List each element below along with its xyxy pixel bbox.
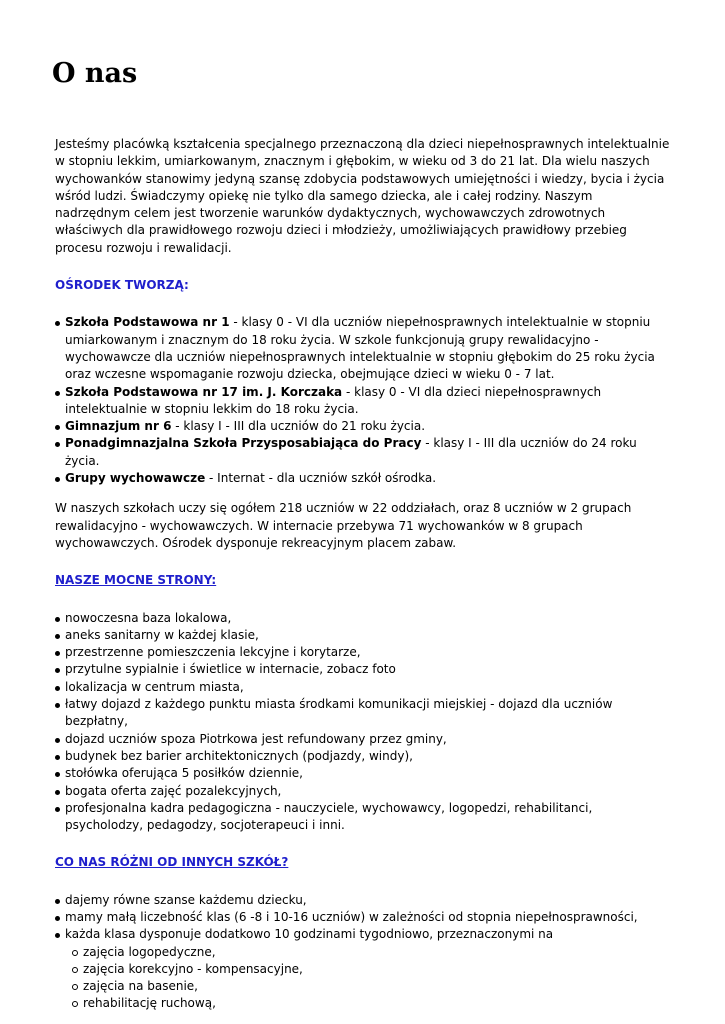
list-item: mamy małą liczebność klas (6 -8 i 10-16 uczniów) w zależności od stopnia niepełnosprawności, bbox=[55, 909, 670, 926]
section-heading-osrodek: OŚRODEK TWORZĄ: bbox=[55, 278, 189, 293]
list-item: stołówka oferująca 5 posiłków dziennie, bbox=[55, 765, 670, 782]
list-item bbox=[55, 926, 670, 1012]
list-item bbox=[55, 435, 670, 470]
list-item: dojazd uczniów spoza Piotrkowa jest refundowany przez gminy, bbox=[55, 731, 670, 748]
school-description: - klasy I - III dla uczniów do 24 roku życia. bbox=[65, 436, 637, 468]
intro-paragraph: Jesteśmy placówką kształcenia specjalnego przeznaczoną dla dzieci niepełnosprawnych intelektualnie w stopniu lekkim, umiarkowanym, znacznym i głębokim, w wieku od 3 do 21 lat. Dla wielu naszych wychowanków stanowimy jedyną szansę zdobycia podstawowych umiejętności i wiedzy, bycia i życia wśród ludzi. Świadczymy opiekę nie tylko dla samego dziecka, ale i całej rodziny. Naszym nadrzędnym celem jest tworzenie warunków dydaktycznych, wychowawczych zdrowotnych właściwych dla prawidłowego rozwoju dzieci i młodzieży, umożliwiających prawidłowy przebieg procesu rozwoju i rewalidacji. bbox=[55, 137, 670, 255]
co-nas-rozni-list bbox=[55, 892, 670, 1013]
list-item bbox=[55, 314, 670, 383]
section-heading-co-nas-rozni-link[interactable]: CO NAS RÓŻNI OD INNYCH SZKÓŁ? bbox=[55, 855, 289, 870]
school-name: Ponadgimnazjalna Szkoła Przysposabiająca do Pracy bbox=[65, 436, 422, 451]
list-item bbox=[55, 470, 670, 487]
list-item: profesjonalna kadra pedagogiczna - nauczyciele, wychowawcy, logopedzi, rehabilitanci, psycholodzy, pedagodzy, socjoterapeuci i inni. bbox=[55, 800, 670, 835]
summary-paragraph: W naszych szkołach uczy się ogółem 218 uczniów w 22 oddziałach, oraz 8 uczniów w 2 grupach rewalidacyjno - wychowawczych. W internacie przebywa 71 wychowanków w 8 grupach wychowawczych. Ośrodek dysponuje rekreacyjnym placem zabaw. bbox=[55, 501, 632, 550]
sub-list bbox=[65, 944, 670, 1013]
sub-list-item: rehabilitację ruchową, bbox=[65, 995, 670, 1012]
school-description: - Internat - dla uczniów szkół ośrodka. bbox=[205, 471, 437, 486]
list-item: bogata oferta zajęć pozalekcyjnych, bbox=[55, 783, 670, 800]
osrodek-list bbox=[55, 314, 670, 487]
list-item bbox=[55, 384, 670, 419]
school-name: Szkoła Podstawowa nr 1 bbox=[65, 315, 230, 330]
school-name: Szkoła Podstawowa nr 17 im. J. Korczaka bbox=[65, 384, 343, 399]
list-item bbox=[55, 418, 670, 435]
list-item: lokalizacja w centrum miasta, bbox=[55, 679, 670, 696]
list-item: dajemy równe szanse każdemu dziecku, bbox=[55, 892, 670, 909]
list-item: łatwy dojazd z każdego punktu miasta środkami komunikacji miejskiej - dojazd dla uczniów bezpłatny, bbox=[55, 696, 670, 731]
list-item: przytulne sypialnie i świetlice w internacie, zobacz foto bbox=[55, 661, 670, 678]
school-description: - klasy 0 - VI dla uczniów niepełnosprawnych intelektualnie w stopniu umiarkowanym i znacznym do 18 roku życia. W szkole funkcjonują grupy rewalidacyjno - wychowawcze dla uczniów niepełnosprawnych intelektualnie w stopniu głębokim do 25 roku życia oraz wczesne wspomaganie rozwoju dziecka, obejmujące dzieci w wieku 0 - 7 lat. bbox=[65, 315, 655, 382]
sub-list-item: zajęcia na basenie, bbox=[65, 978, 670, 995]
list-item: budynek bez barier architektonicznych (podjazdy, windy), bbox=[55, 748, 670, 765]
sub-list-item: zajęcia logopedyczne, bbox=[65, 944, 670, 961]
school-description: - klasy 0 - VI dla dzieci niepełnosprawnych intelektualnie w stopniu lekkim do 18 roku życia. bbox=[65, 384, 602, 416]
school-name: Gimnazjum nr 6 bbox=[65, 419, 172, 434]
list-item: aneks sanitarny w każdej klasie, bbox=[55, 627, 670, 644]
school-name: Grupy wychowawcze bbox=[65, 471, 206, 486]
list-item: nowoczesna baza lokalowa, bbox=[55, 610, 670, 627]
section-heading-mocne-strony-link[interactable]: NASZE MOCNE STRONY: bbox=[55, 573, 217, 588]
mocne-strony-list bbox=[55, 610, 670, 835]
content bbox=[55, 136, 670, 1013]
school-description: - klasy I - III dla uczniów do 21 roku życia. bbox=[171, 419, 426, 434]
sub-list-item: zajęcia korekcyjno - kompensacyjne, bbox=[65, 961, 670, 978]
list-item-text: każda klasa dysponuje dodatkowo 10 godzinami tygodniowo, przeznaczonymi na bbox=[65, 927, 554, 942]
list-item: przestrzenne pomieszczenia lekcyjne i korytarze, bbox=[55, 644, 670, 661]
page-title: O nas bbox=[52, 58, 138, 89]
